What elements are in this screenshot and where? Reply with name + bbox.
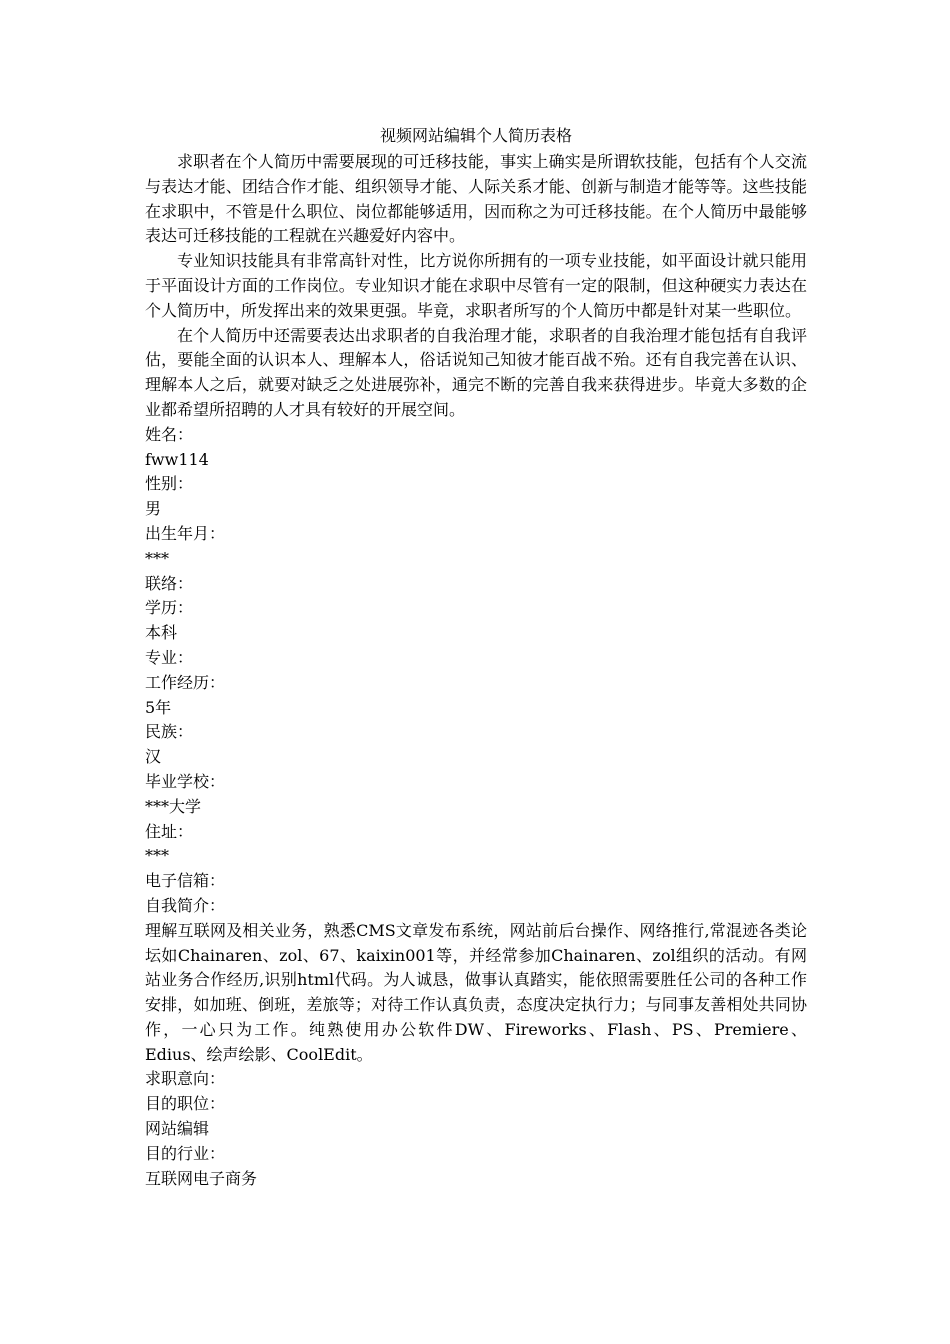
ethnicity-label: 民族： — [145, 722, 194, 742]
paragraph-self-management: 在个人简历中还需要表达出求职者的自我治理才能，求职者的自我治理才能包括有自我评估，要能全面的认识本人、理解本人，俗话说知己知彼才能百战不殆。还有自我完善在认识、理解本人之后，就要对缺乏之处进展弥补，通完不断的完善自我来获得进步。毕竟大多数的企业都希望所招聘的人才具有较好的开展空间。 — [145, 325, 807, 419]
education-label: 学历： — [145, 598, 194, 618]
intro-label: 自我简介： — [145, 895, 226, 915]
intro-text: 理解互联网及相关业务，熟悉CMS文章发布系统，网站前后台操作、网络推行,常混迹各类论坛如Chainaren、zol、67、kaixin001等，并经常参加Chainaren、zol组织的活动。有网站业务合作经历,识别html代码。为人诚恳，做事认真踏实，能依照需要胜任公司的各种工作安排，如加班、倒班，差旅等；对待工作认真负责，态度决定执行力；与同事友善相处共同协作，一心只为工作。纯熟使用办公软件DW、Fireworks、Flash、PS、Premiere、Edius、绘声绘影、CoolEdit。 — [145, 920, 807, 1064]
school-label: 毕业学校： — [145, 771, 226, 791]
address-label: 住址： — [145, 821, 194, 841]
paragraph-professional-skills: 专业知识技能具有非常高针对性，比方说你所拥有的一项专业技能，如平面设计就只能用于平面设计方面的工作岗位。专业知识才能在求职中尽管有一定的限制，但这种硬实力表达在个人简历中，所发挥出来的效果更强。毕竟，求职者所写的个人简历中都是针对某一些职位。 — [145, 251, 807, 320]
education-value: 本科 — [145, 623, 178, 643]
experience-label: 工作经历： — [145, 672, 226, 692]
gender-label: 性别： — [145, 474, 194, 494]
target-industry-label: 目的行业： — [145, 1143, 226, 1163]
ethnicity-value: 汉 — [145, 747, 162, 767]
name-value: fww114 — [145, 449, 209, 469]
birth-label: 出生年月： — [145, 523, 226, 543]
target-position-value: 网站编辑 — [145, 1119, 210, 1139]
experience-value: 5年 — [145, 697, 172, 717]
paragraph-transferable-skills: 求职者在个人简历中需要展现的可迁移技能，事实上确实是所谓软技能，包括有个人交流与表达才能、团结合作才能、组织领导才能、人际关系才能、创新与制造才能等等。这些技能在求职中，不管是什么职位、岗位都能够适用，因而称之为可迁移技能。在个人简历中最能够表达可迁移技能的工程就在兴趣爱好内容中。 — [145, 152, 807, 246]
major-label: 专业： — [145, 647, 194, 667]
birth-value: *** — [145, 548, 169, 568]
target-industry-value: 互联网电子商务 — [145, 1168, 258, 1188]
contact-label: 联络： — [145, 573, 194, 593]
intent-label: 求职意向： — [145, 1069, 226, 1089]
document-page — [145, 122, 807, 1191]
gender-value: 男 — [145, 499, 162, 519]
target-position-label: 目的职位： — [145, 1094, 226, 1114]
school-value: ***大学 — [145, 796, 202, 816]
address-value: *** — [145, 846, 169, 866]
document-title: 视频网站编辑个人简历表格 — [379, 126, 572, 145]
email-label: 电子信箱： — [145, 871, 226, 891]
name-label: 姓名： — [145, 424, 194, 444]
